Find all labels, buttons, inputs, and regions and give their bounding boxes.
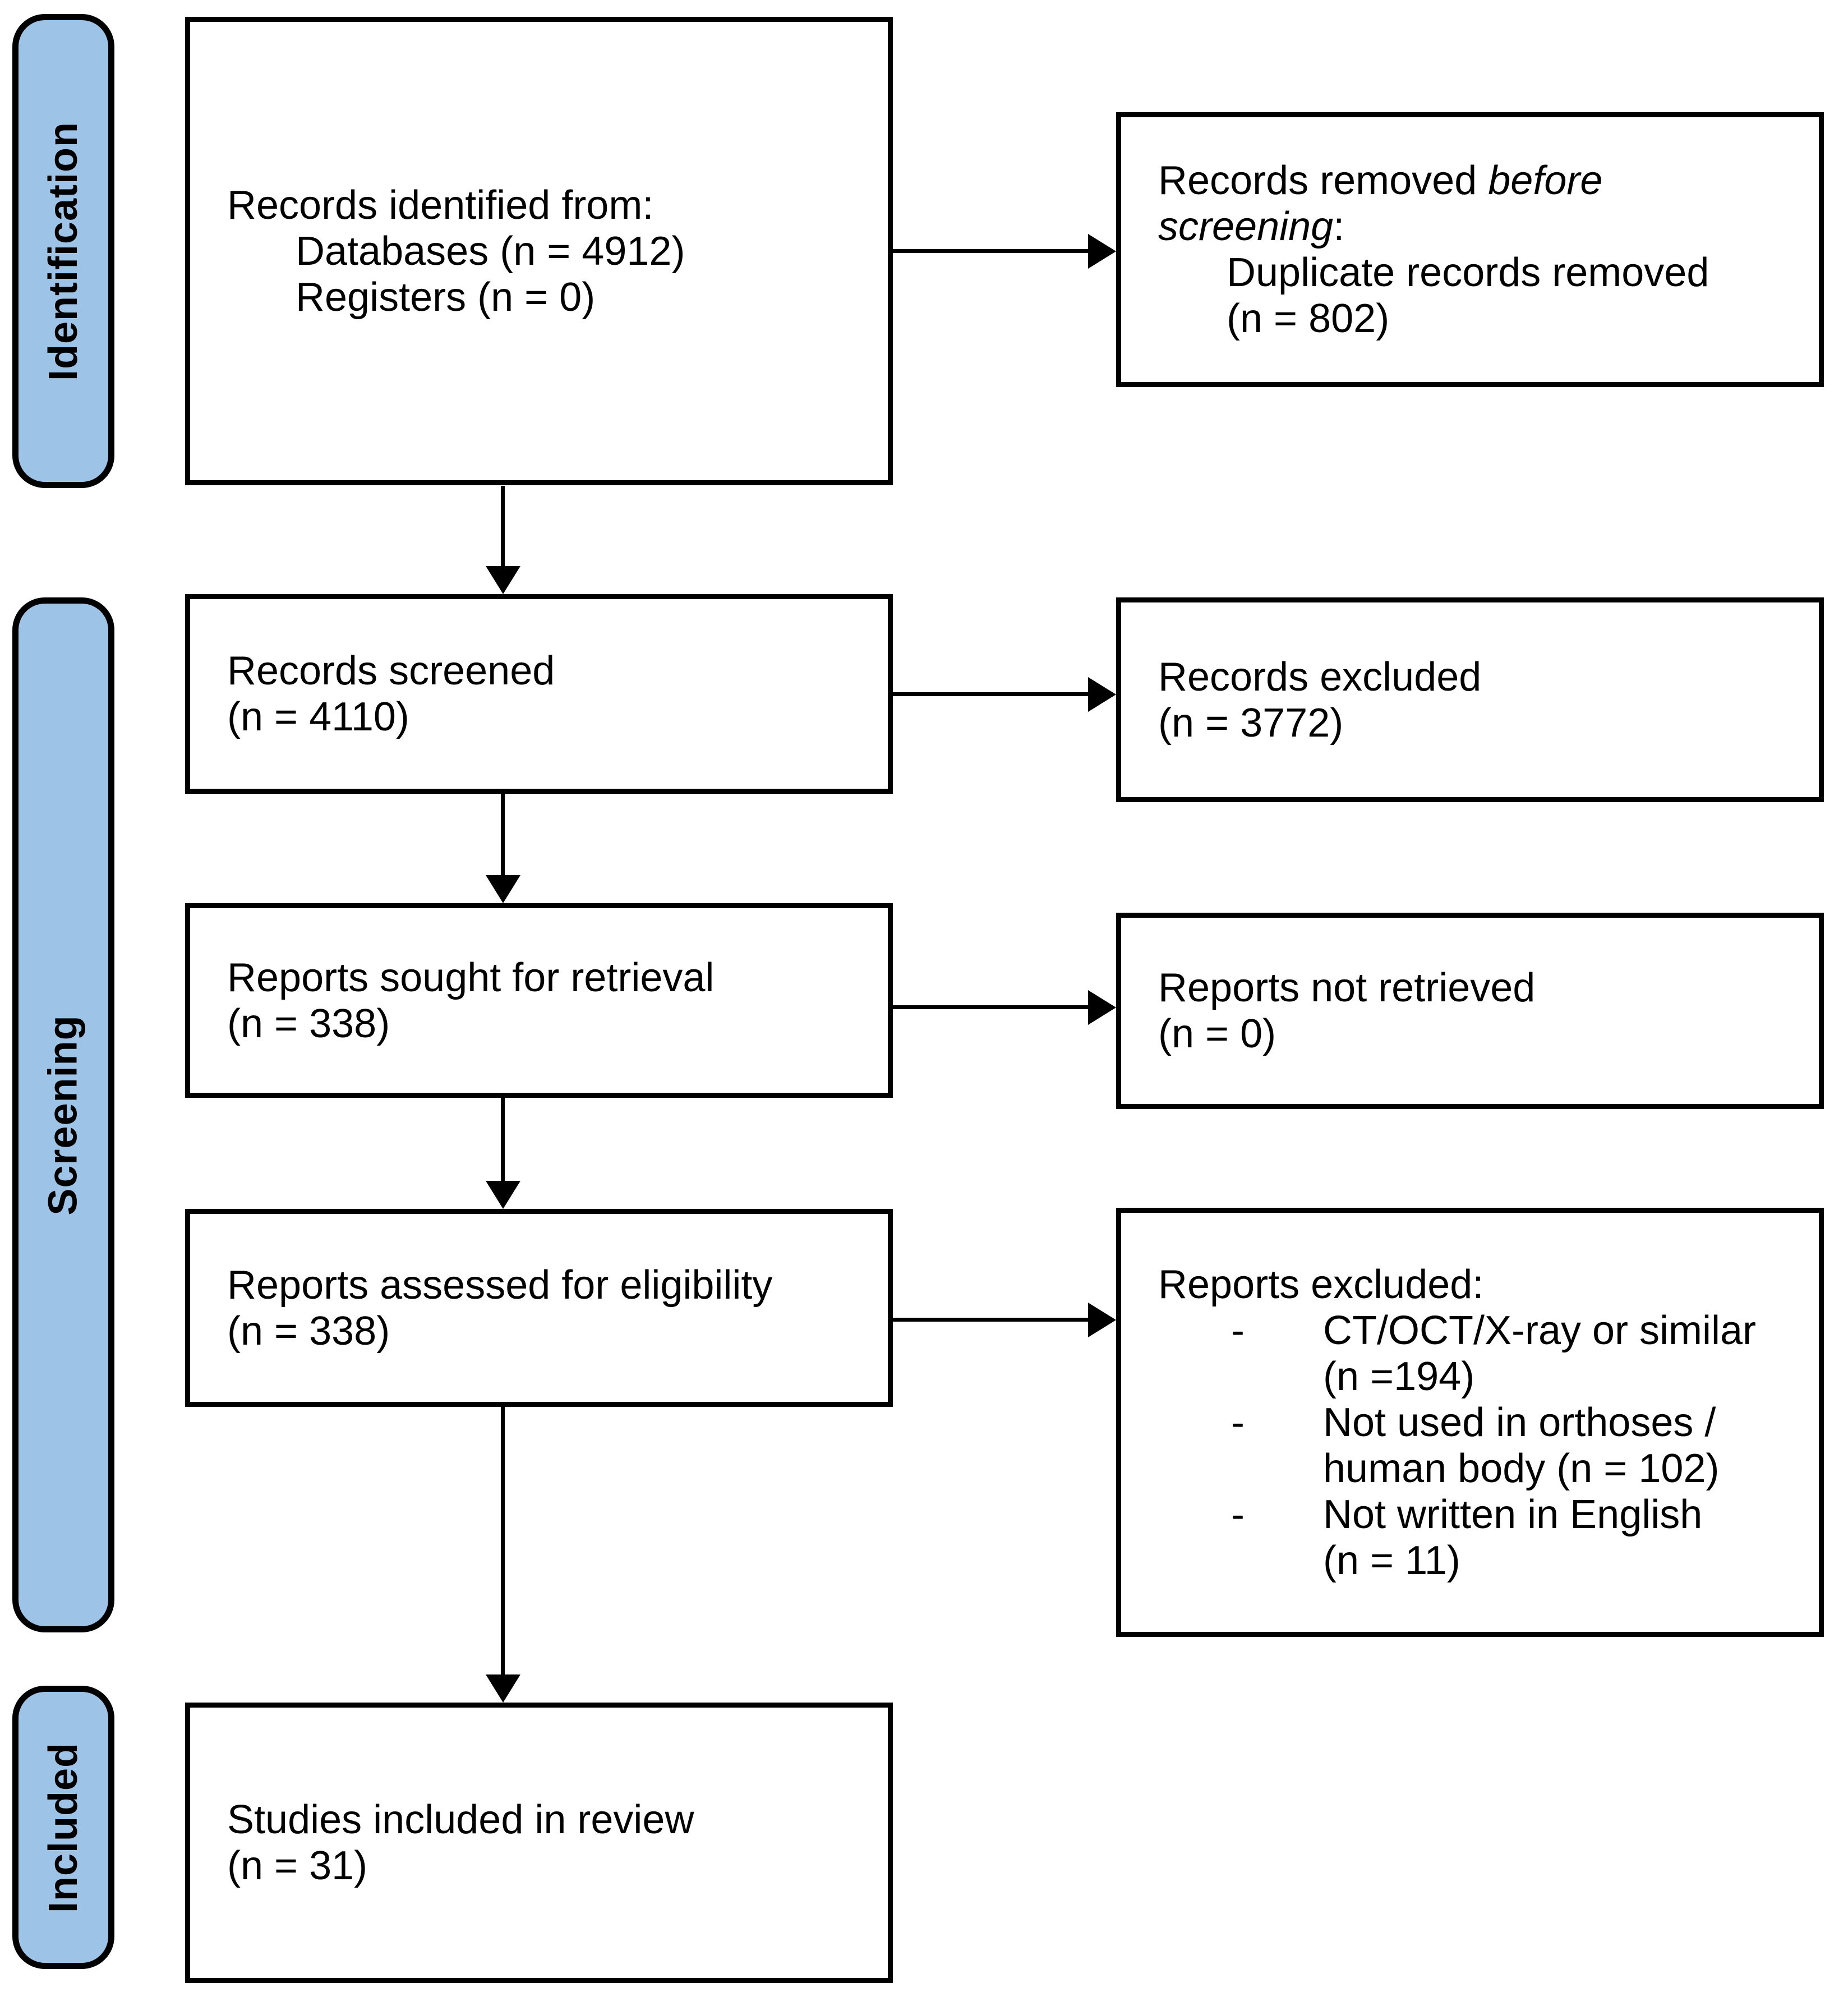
box-text-line: (n = 11) xyxy=(1323,1538,1460,1583)
box-reports-sought xyxy=(185,903,893,1098)
box-text-line: (n = 338) xyxy=(227,1308,390,1354)
box-text-line: Records screened xyxy=(227,648,555,693)
stage-label-screening xyxy=(12,597,114,1632)
box-text-line: (n = 4110) xyxy=(227,694,409,739)
box-studies-included xyxy=(185,1703,893,1983)
box-text-segment: Records removed xyxy=(1158,158,1477,203)
box-text-line: Reports excluded: xyxy=(1158,1262,1484,1307)
arrow-right-sought-to-notretrieved xyxy=(893,1005,1089,1009)
box-text-segment: : xyxy=(1333,204,1345,249)
exclusion-reason-item xyxy=(1158,1308,1756,1400)
box-text-line: (n = 802) xyxy=(1227,296,1390,341)
box-text-line: (n = 31) xyxy=(227,1843,368,1888)
box-text-line: CT/OCT/X-ray or similar xyxy=(1323,1308,1756,1353)
box-records-screened xyxy=(185,594,893,794)
exclusion-reason-item xyxy=(1158,1492,1702,1584)
arrow-right-identified-to-removed xyxy=(893,249,1089,253)
box-text-line: Registers (n = 0) xyxy=(296,274,596,320)
box-records-excluded xyxy=(1116,597,1824,802)
box-text-line: Databases (n = 4912) xyxy=(296,228,685,274)
box-text-line: Not written in English xyxy=(1323,1492,1703,1537)
box-text-line: human body (n = 102) xyxy=(1323,1446,1720,1491)
box-text-line: (n = 3772) xyxy=(1158,700,1344,746)
arrow-down-sought-to-assessed xyxy=(501,1098,505,1181)
stage-label-text: Identification xyxy=(41,121,86,381)
box-text-line: Duplicate records removed xyxy=(1227,250,1709,295)
box-reports-excluded xyxy=(1116,1208,1824,1637)
box-text-line: Reports not retrieved xyxy=(1158,965,1536,1010)
box-records-identified xyxy=(185,17,893,485)
arrow-right-assessed-to-reportsexcluded xyxy=(893,1318,1089,1322)
stage-label-identification xyxy=(12,14,114,488)
bullet-dash: - xyxy=(1231,1308,1245,1353)
bullet-dash: - xyxy=(1231,1400,1245,1445)
box-text-segment-italic: screening xyxy=(1158,204,1334,249)
arrow-right-screened-to-excluded xyxy=(893,692,1089,696)
box-text-line: (n = 338) xyxy=(227,1001,390,1046)
exclusion-reason-item xyxy=(1158,1400,1719,1492)
box-text-line: Studies included in review xyxy=(227,1797,694,1842)
box-text-line: (n =194) xyxy=(1323,1354,1475,1399)
box-text-line: Reports assessed for eligibility xyxy=(227,1262,773,1308)
box-text-line xyxy=(1158,158,1602,204)
box-text-segment-italic: before xyxy=(1488,158,1603,203)
box-records-removed-before-screening xyxy=(1116,112,1824,387)
box-text-line: Records excluded xyxy=(1158,654,1482,700)
box-reports-assessed xyxy=(185,1209,893,1407)
box-text-line: (n = 0) xyxy=(1158,1011,1276,1056)
box-text-line: Not used in orthoses / xyxy=(1323,1400,1716,1445)
bullet-text xyxy=(1323,1308,1756,1400)
arrow-down-identified-to-screened xyxy=(501,486,505,567)
box-text-line: Records identified from: xyxy=(227,182,654,228)
box-reports-not-retrieved xyxy=(1116,913,1824,1109)
bullet-dash: - xyxy=(1231,1492,1245,1537)
box-text-line: Reports sought for retrieval xyxy=(227,955,715,1000)
arrow-down-assessed-to-included xyxy=(501,1407,505,1675)
bullet-text xyxy=(1323,1492,1702,1584)
stage-label-text: Included xyxy=(41,1742,86,1913)
bullet-text xyxy=(1323,1400,1719,1492)
stage-label-included xyxy=(12,1686,114,1969)
stage-label-text: Screening xyxy=(41,1014,86,1216)
arrow-down-screened-to-sought xyxy=(501,794,505,876)
box-text-line xyxy=(1158,204,1344,250)
